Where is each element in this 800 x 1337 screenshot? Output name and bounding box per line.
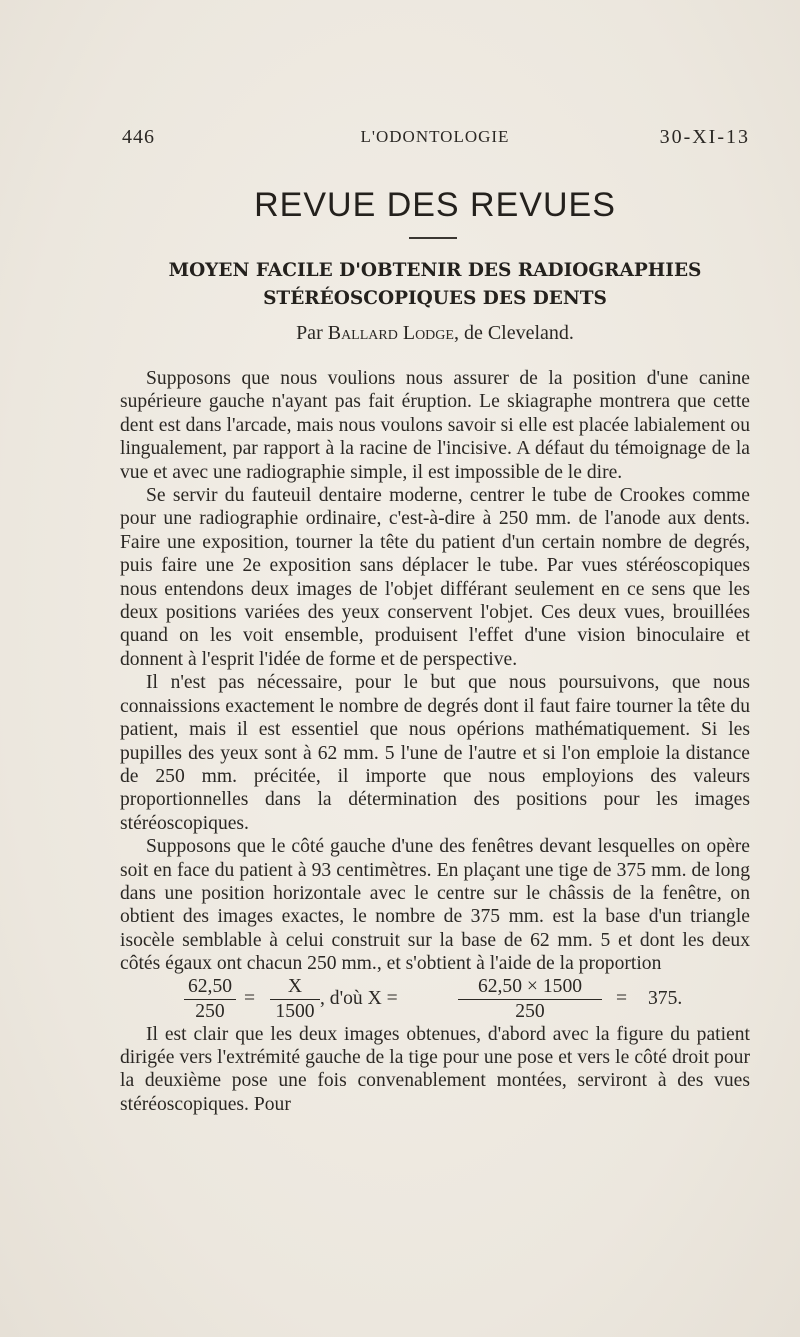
article-body: [120, 367, 750, 1116]
equals-sign: =: [244, 987, 256, 1009]
journal-name: L'ODONTOLOGIE: [360, 127, 510, 146]
fraction-numerator: 62,50 × 1500: [477, 975, 583, 997]
section-title: REVUE DES REVUES: [254, 186, 616, 224]
paragraph: Il est clair que les deux images obtenues, d'abord avec la figure du patient dirigée vers l'extrémité gauche de la tige pour une pose et vers le côté droit pour la deuxième pose une fois convenablement montées, serviront à des vues stéréoscopiques. Pour: [120, 1023, 750, 1115]
paragraph: Il n'est pas nécessaire, pour le but que nous poursuivons, que nous connaissions exactement le nombre de degrés dont il faut faire tourner la tête du patient, mais il est essentiel que nous opérions mathématiquement. Si les pupilles des yeux sont à 62 mm. 5 l'une de l'autre et si l'on emploie la distance de 250 mm. précitée, il importe que nous employions des valeurs proportionnelles dans la détermination des positions pour les images stéréoscopiques.: [120, 672, 750, 834]
article-title-line-1: MOYEN FACILE D'OBTENIR DES RADIOGRAPHIES: [168, 260, 702, 281]
proportion-formula: [120, 976, 750, 1023]
running-head: [120, 122, 750, 152]
byline-author: Ballard Lodge: [327, 322, 454, 344]
fraction-x-over-1500: [270, 976, 320, 1023]
byline: [120, 318, 750, 348]
formula-result: 375.: [648, 987, 683, 1009]
page-number: 446: [122, 126, 155, 148]
fraction-bar: [184, 999, 236, 1000]
fraction-numerator: 62,50: [187, 975, 233, 997]
article-title-line-2: STÉRÉOSCOPIQUES DES DENTS: [263, 288, 607, 309]
issue-date: 30-XI-13: [659, 126, 750, 148]
fraction-numerator: X: [287, 975, 303, 997]
article-title: [100, 257, 770, 313]
fraction-product-over-250: [458, 976, 602, 1023]
formula-connector: , d'où X =: [320, 987, 398, 1009]
equals-sign: =: [616, 987, 628, 1009]
fraction-denominator: 1500: [275, 1000, 315, 1022]
fraction-denominator: 250: [195, 1000, 225, 1022]
fraction-62-50-over-250: [184, 976, 236, 1023]
byline-suffix: , de Cleveland.: [453, 322, 574, 344]
paragraph: Se servir du fauteuil dentaire moderne, centrer le tube de Crookes comme pour une radiographie ordinaire, c'est-à-dire à 250 mm. de l'anode aux dents. Faire une exposition, tourner la tête du patient d'un certain nombre de degrés, puis faire une 2e exposition sans déplacer le tube. Par vues stéréoscopiques nous entendons deux images de l'objet différant seulement en ce sens que les deux positions variées des yeux conservent l'objet. Ces deux vues, brouillées quand on les voit ensemble, produisent l'effet d'une vision binoculaire et donnent à l'esprit l'idée de forme et de perspective.: [120, 485, 750, 670]
paragraph: Supposons que le côté gauche d'une des fenêtres devant lesquelles on opère soit en face du patient à 93 centimètres. En plaçant une tige de 375 mm. de long dans une position horizontale avec le centre sur le châssis de la fenêtre, on obtient des images exactes, le nombre de 375 mm. est la base d'un triangle isocèle semblable à celui construit sur la base de 62 mm. 5 et dont les deux côtés égaux ont chacun 250 mm., et s'obtient à l'aide de la proportion: [120, 836, 750, 975]
paragraph: Supposons que nous voulions nous assurer de la position d'une canine supérieure gauche n'ayant pas fait éruption. Le skiagraphe montrera que cette dent est dans l'arcade, mais nous voulons savoir si elle est placée labialement ou lingualement, par rapport à la racine de l'incisive. A défaut du témoignage de la vue et avec une radiographie simple, il est impossible de le dire.: [120, 368, 750, 483]
title-divider: [409, 237, 457, 239]
fraction-bar: [270, 999, 320, 1000]
fraction-bar: [458, 999, 602, 1000]
byline-prefix: Par: [296, 322, 323, 344]
fraction-denominator: 250: [515, 1000, 545, 1022]
